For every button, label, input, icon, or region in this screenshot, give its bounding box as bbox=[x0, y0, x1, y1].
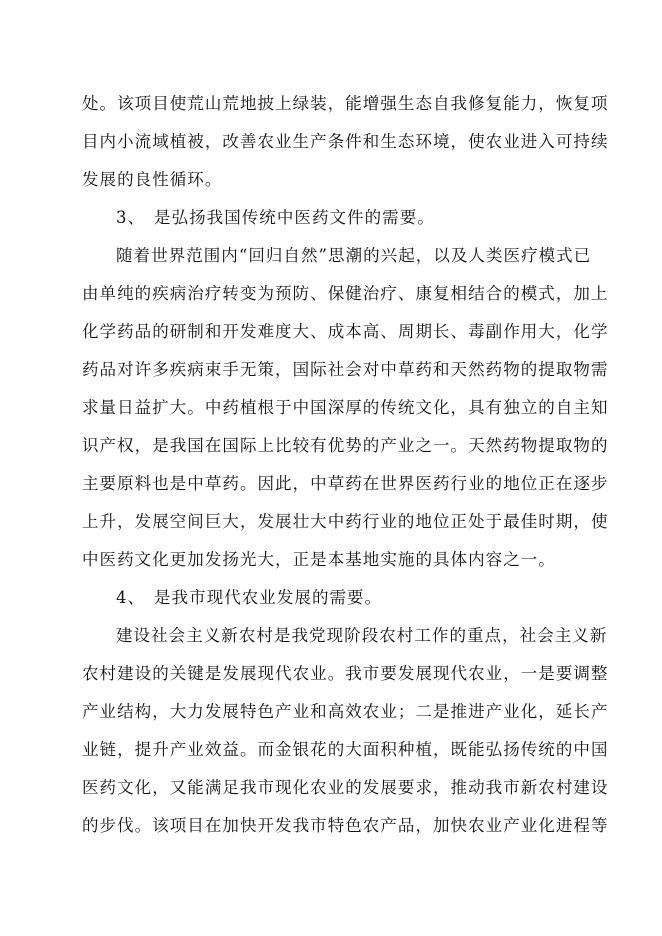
intro-line-1: 处。该项目使荒山荒地披上绿装，能增强生态自我修复能力，恢复项 bbox=[82, 94, 609, 113]
para3-line-4: 药品对许多疾病束手无策，国际社会对中草药和天然药物的提取物需 bbox=[82, 360, 609, 379]
intro-line-3: 发展的良性循环。 bbox=[82, 170, 223, 189]
section-3-heading bbox=[116, 208, 435, 228]
intro-line-2: 目内小流域植被，改善农业生产条件和生态环境，使农业进入可持续 bbox=[82, 132, 609, 151]
para4-line-6: 的步伐。该项目在加快开发我市特色农产品，加快农业产业化进程等 bbox=[82, 816, 609, 835]
para3-line-3: 化学药品的研制和开发难度大、成本高、周期长、毒副作用大，化学 bbox=[82, 322, 609, 341]
para3-line-5: 求量日益扩大。中药植根于中国深厚的传统文化，具有独立的自主知 bbox=[82, 398, 609, 417]
para4-line-3: 产业结构，大力发展特色产业和高效农业；二是推进产业化，延长产 bbox=[82, 702, 609, 721]
para3-line-1: 随着世界范围内“回归自然”思潮的兴起，以及人类医疗模式已 bbox=[116, 246, 592, 265]
para4-line-5: 医药文化，又能满足我市现化农业的发展要求，推动我市新农村建设 bbox=[82, 778, 609, 797]
section-4-heading bbox=[116, 588, 382, 608]
section-3-title: 是弘扬我国传统中医药文件的需要。 bbox=[154, 208, 435, 227]
para4-line-4: 业链，提升产业效益。而金银花的大面积种植，既能弘扬传统的中国 bbox=[82, 740, 609, 759]
para3-line-2: 由单纯的疾病治疗转变为预防、保健治疗、康复相结合的模式，加上 bbox=[82, 284, 609, 303]
para4-line-2: 农村建设的关键是发展现代农业。我市要发展现代农业，一是要调整 bbox=[82, 664, 609, 683]
section-4-title: 是我市现代农业发展的需要。 bbox=[154, 588, 383, 607]
para3-line-6: 识产权，是我国在国际上比较有优势的产业之一。天然药物提取物的 bbox=[82, 436, 609, 455]
para4-line-1: 建设社会主义新农村是我党现阶段农村工作的重点，社会主义新 bbox=[116, 626, 608, 645]
section-4-number: 4、 bbox=[116, 588, 146, 607]
para3-line-7: 主要原料也是中草药。因此，中草药在世界医药行业的地位正在逐步 bbox=[82, 474, 609, 493]
section-3-number: 3、 bbox=[116, 208, 146, 227]
para3-line-9: 中医药文化更加发扬光大，正是本基地实施的具体内容之一。 bbox=[82, 550, 556, 569]
para3-line-8: 上升，发展空间巨大，发展壮大中药行业的地位正处于最佳时期，使 bbox=[82, 512, 609, 531]
